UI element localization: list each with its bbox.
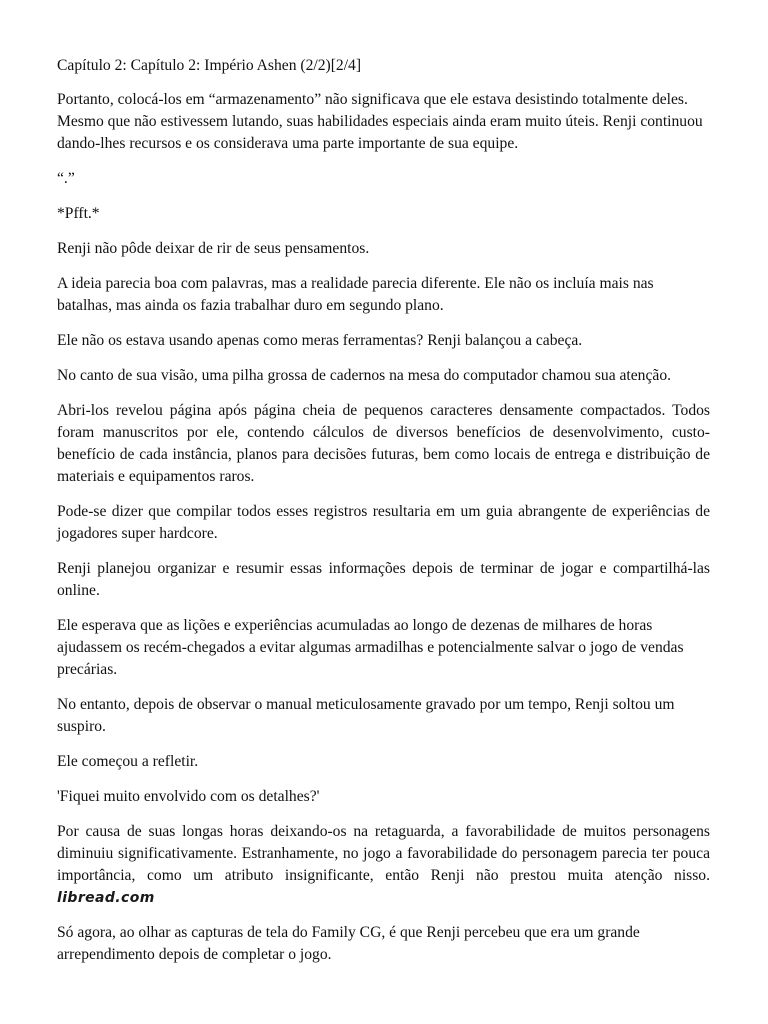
paragraph: Ele começou a refletir.	[57, 753, 199, 770]
paragraph: No canto de sua visão, uma pilha grossa de cadernos na mesa do computador chamou sua atenção.	[57, 367, 672, 384]
watermark: libread.com	[57, 890, 155, 906]
paragraph: No entanto, depois de observar o manual meticulosamente gravado por um tempo, Renji soltou um suspiro.	[57, 696, 675, 735]
paragraph: Renji não pôde deixar de rir de seus pensamentos.	[57, 240, 370, 257]
paragraph: Pode-se dizer que compilar todos esses registros resultaria em um guia abrangente de experiências de jogadores super hardcore.	[57, 503, 710, 542]
paragraph: A ideia parecia boa com palavras, mas a realidade parecia diferente. Ele não os incluía mais nas batalhas, mas ainda os fazia trabalhar duro em segundo plano.	[57, 275, 654, 314]
paragraph: “.”	[57, 170, 75, 187]
paragraph: Ele não os estava usando apenas como meras ferramentas? Renji balançou a cabeça.	[57, 332, 583, 349]
paragraph: Abri-los revelou página após página cheia de pequenos caracteres densamente compactados. Todos foram manuscritos por ele, contendo cálculos de diversos benefícios de desenvolvimento, custo-benefício de cada instância, planos para decisões futuras, bem como locais de entrega e distribuição de materiais e equipamentos raros.	[57, 402, 710, 485]
paragraph: 'Fiquei muito envolvido com os detalhes?'	[57, 788, 320, 805]
document-page	[57, 55, 710, 979]
paragraph: Ele esperava que as lições e experiências acumuladas ao longo de dezenas de milhares de horas ajudassem os recém-chegados a evitar algumas armadilhas e potencialmente salvar o jogo de vendas precárias.	[57, 617, 684, 678]
paragraph: Renji planejou organizar e resumir essas informações depois de terminar de jogar e compartilhá-las online.	[57, 560, 710, 599]
paragraph-with-watermark	[57, 821, 710, 909]
paragraph: *Pfft.*	[57, 205, 100, 222]
paragraph-text: Por causa de suas longas horas deixando-os na retaguarda, a favorabilidade de muitos personagens diminuiu significativamente. Estranhamente, no jogo a favorabilidade do personagem parecia ter pouca importância, como um atributo insignificante, então Renji não prestou muita atenção nisso.	[57, 823, 710, 884]
paragraph: Só agora, ao olhar as capturas de tela do Family CG, é que Renji percebeu que era um grande arrependimento depois de completar o jogo.	[57, 924, 640, 963]
paragraph: Portanto, colocá-los em “armazenamento” não significava que ele estava desistindo totalmente deles. Mesmo que não estivessem lutando, suas habilidades especiais ainda eram muito úteis. Renji continuou dando-lhes recursos e os considerava uma parte importante de sua equipe.	[57, 91, 703, 152]
chapter-title: Capítulo 2: Capítulo 2: Império Ashen (2/2)[2/4]	[57, 57, 362, 74]
